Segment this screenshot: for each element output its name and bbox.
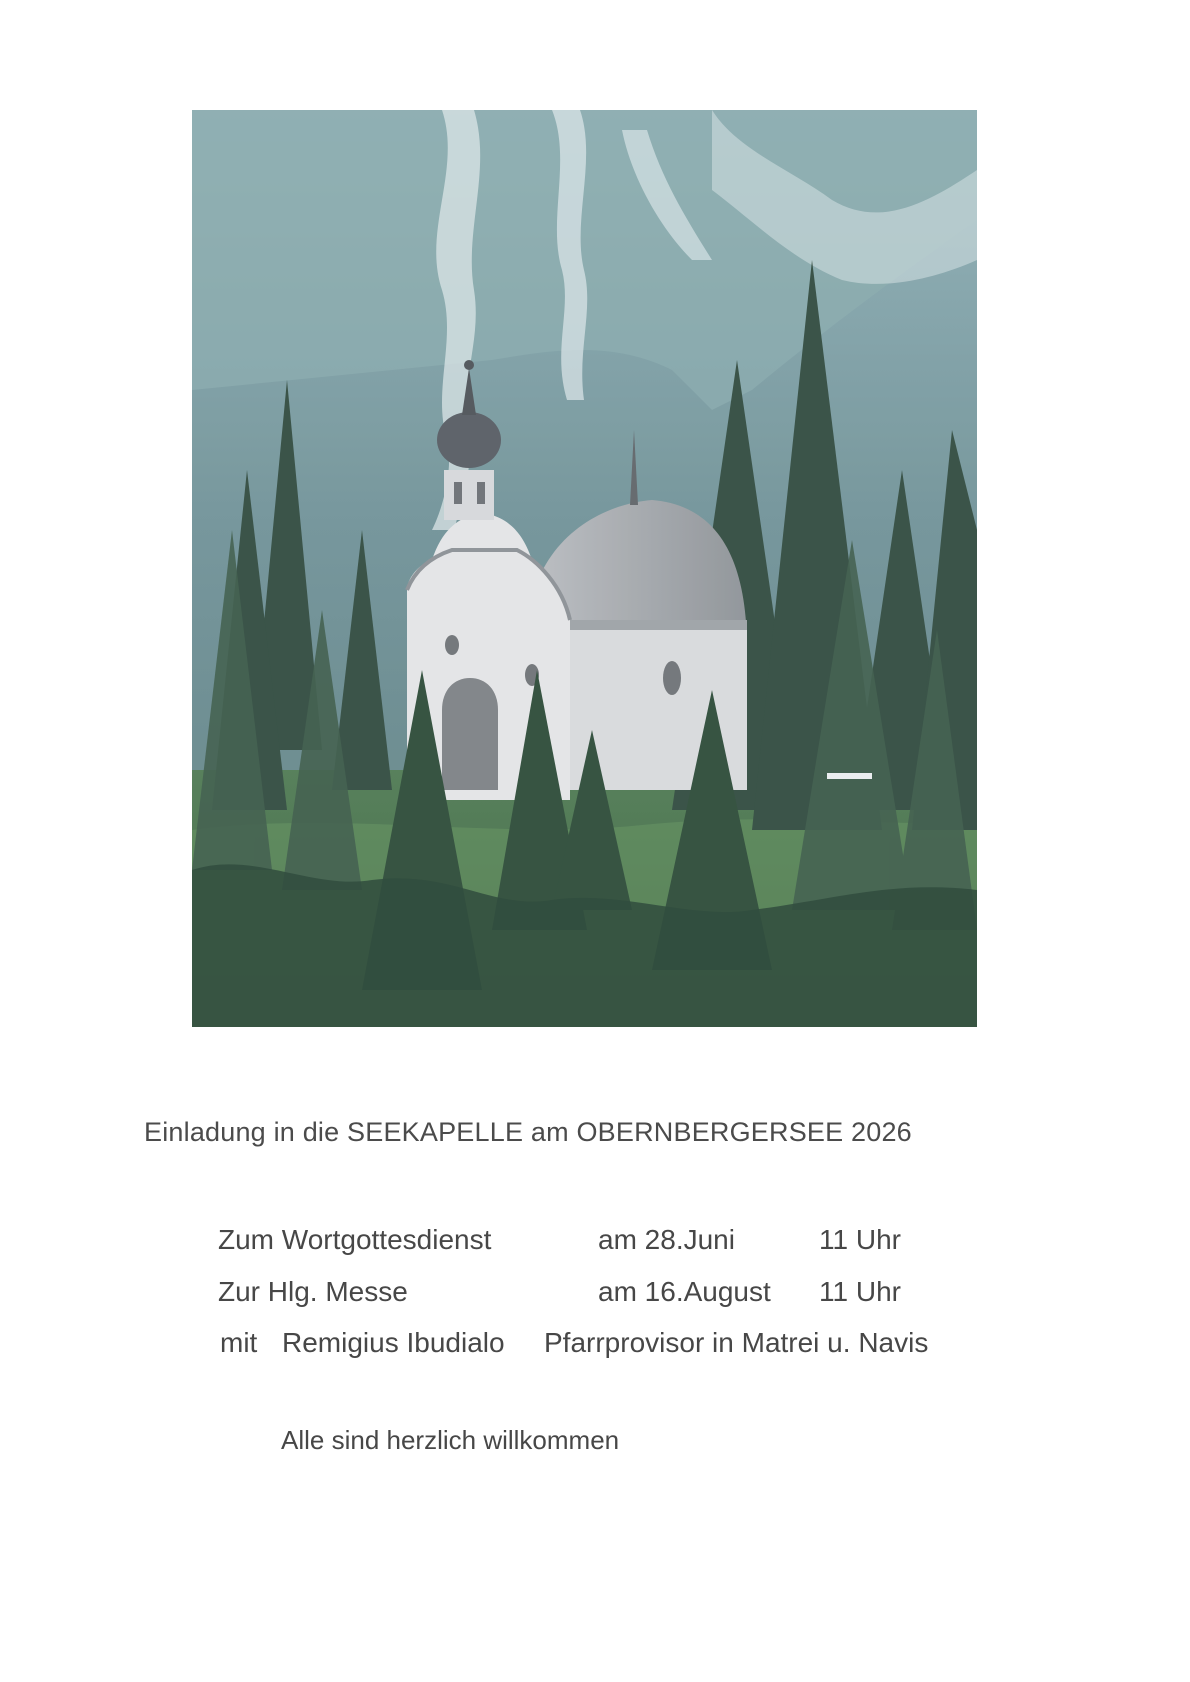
celebrant-name: Remigius Ibudialo xyxy=(282,1327,505,1358)
event-name: Zum Wortgottesdienst xyxy=(218,1224,492,1255)
chapel-photo xyxy=(192,110,977,1027)
closing-line: Alle sind herzlich willkommen xyxy=(281,1425,620,1455)
schedule-row-wortgottesdienst xyxy=(0,1224,1190,1264)
schedule-row-messe xyxy=(0,1276,1190,1316)
event-date: am 16.August xyxy=(598,1276,771,1307)
event-time: 11 Uhr xyxy=(819,1224,901,1255)
celebrant-prefix: mit xyxy=(220,1327,258,1358)
celebrant-role: Pfarrprovisor in Matrei u. Navis xyxy=(544,1327,929,1358)
event-time: 11 Uhr xyxy=(819,1276,901,1307)
celebrant-row xyxy=(0,1327,1190,1367)
event-name: Zur Hlg. Messe xyxy=(218,1276,408,1307)
invitation-title: Einladung in die SEEKAPELLE am OBERNBERGERSEE 2026 xyxy=(144,1117,912,1147)
event-date: am 28.Juni xyxy=(598,1224,735,1255)
